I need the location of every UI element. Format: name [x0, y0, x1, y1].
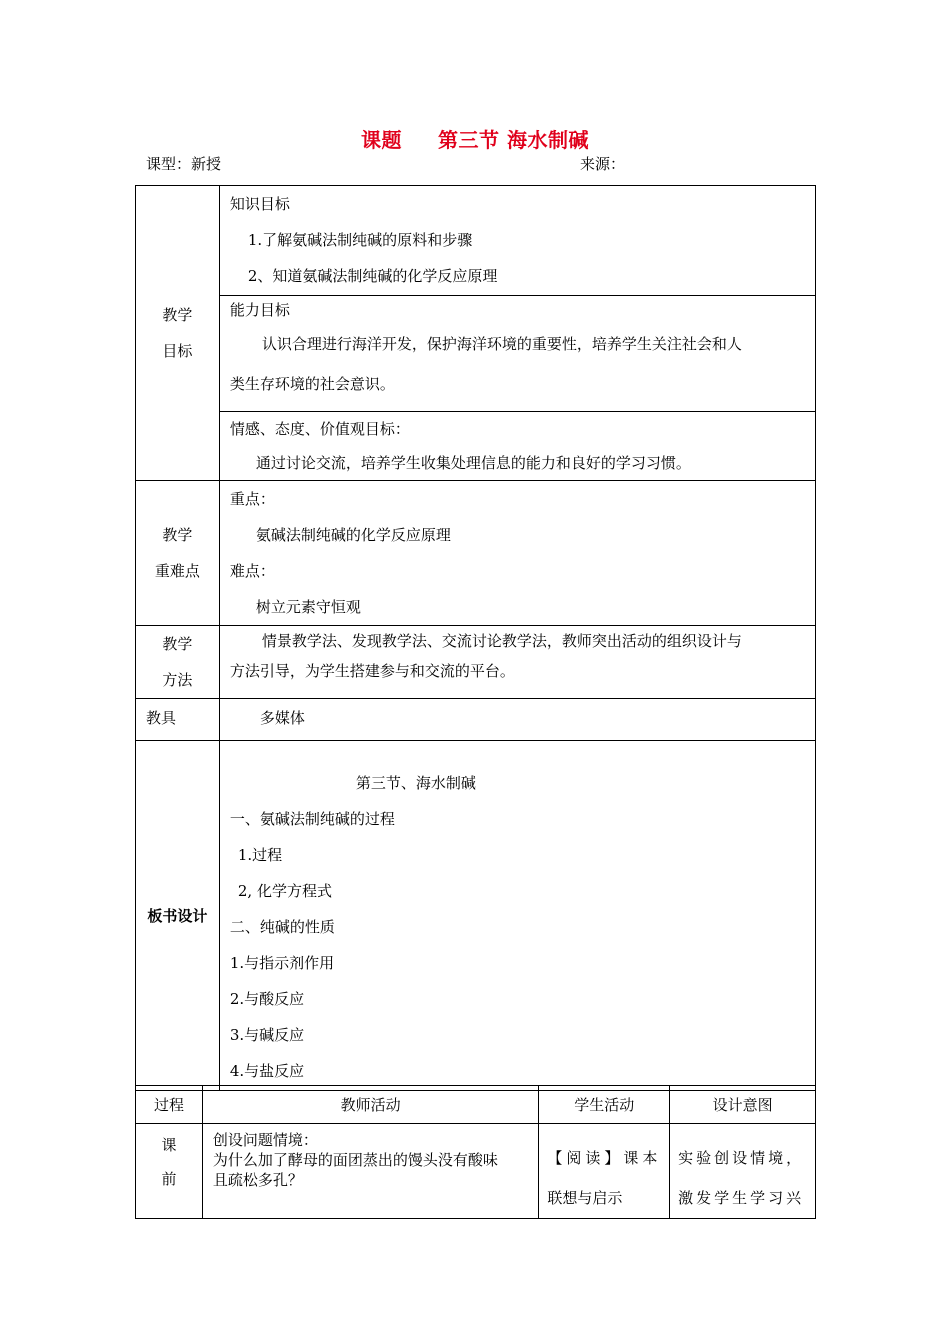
lesson-source: 来源： [580, 155, 626, 173]
process-teacher-2: 为什么加了酵母的面团蒸出的馒头没有酸味 [212, 1151, 498, 1169]
objectives-label-2: 目标 [162, 342, 193, 360]
process-stage-1: 课 [161, 1136, 177, 1154]
page-title [0, 124, 950, 153]
board-line-7: 3.与碱反应 [229, 1026, 305, 1044]
ability-heading: 能力目标 [229, 301, 290, 319]
knowledge-item-2: 2、知道氨碱法制纯碱的化学反应原理 [247, 267, 498, 285]
board-line-5: 1.与指示剂作用 [229, 954, 335, 972]
tools-label: 教具 [136, 699, 220, 741]
process-table [135, 1085, 816, 1219]
process-header-teacher: 教师活动 [202, 1086, 538, 1124]
process-student-1: 【阅读】课本 [547, 1149, 662, 1167]
key-heading: 重点： [229, 490, 275, 508]
method-label-cell [136, 626, 220, 699]
process-header-stage: 过程 [136, 1086, 203, 1124]
objectives-label-cell [136, 186, 220, 481]
method-label-2: 方法 [162, 671, 193, 689]
process-student-cell [539, 1124, 670, 1219]
process-header-intent: 设计意图 [670, 1086, 816, 1124]
key-text: 氨碱法制纯碱的化学反应原理 [255, 526, 451, 544]
emotion-heading: 情感、态度、价值观目标： [229, 420, 410, 438]
process-teacher-1: 创设问题情境： [212, 1131, 318, 1149]
knowledge-item-1: 1.了解氨碱法制纯碱的原料和步骤 [247, 231, 473, 249]
hard-heading: 难点： [229, 562, 275, 580]
objectives-label-1: 教学 [162, 306, 193, 324]
keypoints-content [219, 481, 815, 626]
ability-objectives [219, 296, 815, 412]
method-line-2: 方法引导，为学生搭建参与和交流的平台。 [229, 662, 515, 680]
emotion-objectives [219, 412, 815, 481]
board-line-6: 2.与酸反应 [229, 990, 305, 1008]
process-student-2: 联想与启示 [547, 1189, 623, 1207]
lesson-plan-table [135, 185, 816, 1091]
board-line-1: 一、氨碱法制纯碱的过程 [229, 810, 395, 828]
process-teacher-3: 且疏松多孔？ [212, 1171, 303, 1189]
board-label: 板书设计 [136, 741, 220, 1091]
method-line-1: 情景教学法、发现教学法、交流讨论教学法，教师突出活动的组织设计与 [261, 632, 742, 650]
emotion-line-1: 通过讨论交流，培养学生收集处理信息的能力和良好的学习习惯。 [255, 454, 691, 472]
method-label-1: 教学 [162, 635, 193, 653]
hard-text: 树立元素守恒观 [255, 598, 361, 616]
process-stage-cell [136, 1124, 203, 1219]
process-stage-2: 前 [161, 1170, 177, 1188]
board-content [219, 741, 815, 1091]
process-intent-cell [670, 1124, 816, 1219]
keypoints-label-2: 重难点 [154, 562, 200, 580]
ability-line-2: 类生存环境的社会意识。 [229, 375, 395, 393]
board-title: 第三节、海水制碱 [355, 774, 476, 792]
board-line-2: 1.过程 [237, 846, 283, 864]
board-line-8: 4.与盐反应 [229, 1062, 305, 1080]
process-intent-1: 实验创设情境， [678, 1149, 805, 1167]
ability-line-1: 认识合理进行海洋开发，保护海洋环境的重要性，培养学生关注社会和人 [261, 335, 742, 353]
process-header-student: 学生活动 [539, 1086, 670, 1124]
board-line-4: 二、纯碱的性质 [229, 918, 335, 936]
keypoints-label-1: 教学 [162, 526, 193, 544]
tools-text: 多媒体 [219, 699, 815, 741]
process-teacher-cell [202, 1124, 538, 1219]
process-intent-2: 激发学生学习兴 [678, 1189, 805, 1207]
board-line-3: 2, 化学方程式 [237, 882, 332, 900]
keypoints-label-cell [136, 481, 220, 626]
knowledge-objectives [219, 186, 815, 296]
knowledge-heading: 知识目标 [229, 195, 290, 213]
method-content [219, 626, 815, 699]
title-text: 第三节 海水制碱 [438, 128, 589, 152]
lesson-type: 课型：新授 [146, 155, 222, 173]
title-label: 课题 [361, 128, 403, 152]
